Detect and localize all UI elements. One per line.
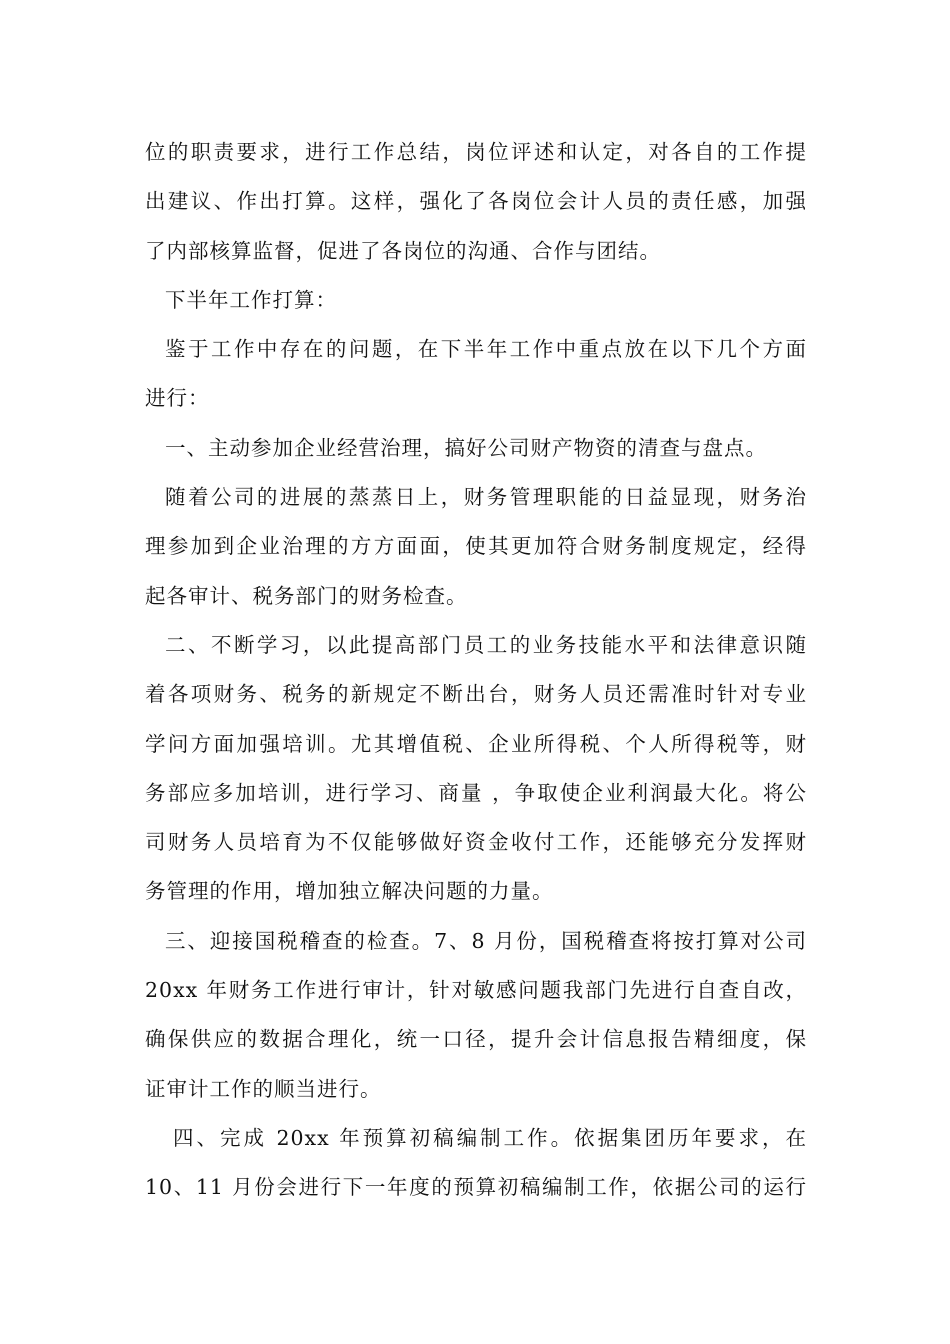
list-item-heading: 一、主动参加企业经营治理，搞好公司财产物资的清查与盘点。 bbox=[165, 435, 767, 460]
list-item-heading: 三、迎接国税稽查的检查。7、8 月份，国税稽查将按打算对公司 bbox=[165, 928, 807, 953]
text-line: 起各审计、税务部门的财务检查。 bbox=[145, 583, 468, 608]
list-item-heading: 四、完成 20xx 年预算初稿编制工作。依据集团历年要求，在 bbox=[173, 1125, 807, 1150]
text-line: 鉴于工作中存在的问题，在下半年工作中重点放在以下几个方面 bbox=[165, 337, 807, 362]
section-heading: 下半年工作打算： bbox=[165, 287, 337, 312]
text-line: 司财务人员培育为不仅能够做好资金收付工作，还能够充分发挥财 bbox=[145, 830, 807, 855]
text-line: 进行： bbox=[145, 386, 210, 411]
text-line: 务管理的作用，增加独立解决问题的力量。 bbox=[145, 879, 554, 904]
text-line: 随着公司的进展的蒸蒸日上，财务管理职能的日益显现，财务治 bbox=[165, 485, 807, 510]
document-body bbox=[145, 128, 807, 1213]
text-line: 了内部核算监督，促进了各岗位的沟通、合作与团结。 bbox=[145, 238, 661, 263]
text-line: 确保供应的数据合理化，统一口径，提升会计信息报告精细度，保 bbox=[145, 1027, 807, 1052]
list-item-heading: 二、不断学习，以此提高部门员工的业务技能水平和法律意识随 bbox=[165, 632, 807, 657]
text-line: 学问方面加强培训。尤其增值税、企业所得税、个人所得税等，财 bbox=[145, 731, 807, 756]
text-line: 位的职责要求，进行工作总结，岗位评述和认定，对各自的工作提 bbox=[145, 140, 807, 164]
text-line: 出建议、作出打算。这样，强化了各岗位会计人员的责任感，加强 bbox=[145, 189, 807, 214]
text-line: 20xx 年财务工作进行审计，针对敏感问题我部门先进行自查自改， bbox=[145, 978, 807, 1003]
text-line: 证审计工作的顺当进行。 bbox=[145, 1076, 382, 1101]
text-line: 理参加到企业治理的方方面面，使其更加符合财务制度规定，经得 bbox=[145, 534, 807, 559]
text-line: 务部应多加培训，进行学习、商量 ，争取使企业利润最大化。将公 bbox=[145, 780, 807, 805]
text-line: 10、11 月份会进行下一年度的预算初稿编制工作，依据公司的运行 bbox=[145, 1175, 807, 1200]
text-line: 着各项财务、税务的新规定不断出台，财务人员还需准时针对专业 bbox=[145, 682, 807, 707]
